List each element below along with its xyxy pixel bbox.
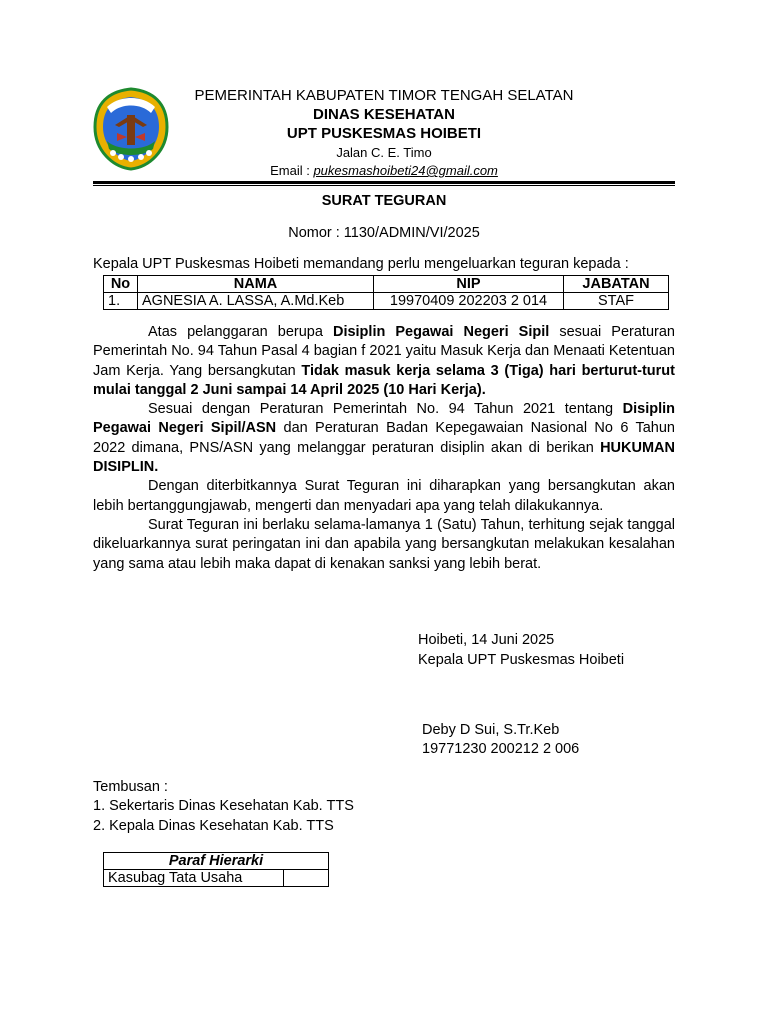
col-no: No [104, 276, 138, 293]
letter-body [93, 323, 675, 574]
paragraph-4: Surat Teguran ini berlaku selama-lamanya 1 (Satu) Tahun, terhitung sejak tanggal dikeluarkannya surat peringatan ini dan apabila yang bersangkutan melakukan kesalahan yang sama atau lebih maka dapat di kenakan sanksi yang lebih berat. [93, 516, 675, 572]
paraf-signature-box [284, 870, 329, 887]
signature-name: Deby D Sui, S.Tr.Keb [422, 722, 560, 738]
cell-nip: 19970409 202203 2 014 [374, 293, 564, 310]
p1-text-a: Atas pelanggaran berupa [148, 324, 333, 340]
signature-nip: 19771230 200212 2 006 [422, 741, 580, 757]
p2-bold-b: Disiplin Pegawai Negeri Sipil/ASN [93, 401, 675, 437]
paragraph-1 [93, 323, 675, 400]
kop-unit: UPT PUSKESMAS HOIBETI [286, 125, 482, 142]
kop-email-link[interactable]: pukesmashoibeti24@gmail.com [313, 163, 498, 178]
p1-bold-d: Tidak masuk kerja selama 3 (Tiga) hari berturut-turut mulai tanggal 2 Juni sampai 14 April 2025 (10 Hari Kerja). [93, 362, 675, 398]
list-item: 1. Sekertaris Dinas Kesehatan Kab. TTS [93, 798, 354, 814]
intro-text: Kepala UPT Puskesmas Hoibeti memandang perlu mengeluarkan teguran kepada : [93, 256, 629, 272]
paragraph-3: Dengan diterbitkannya Surat Teguran ini diharapkan yang bersangkutan akan lebih bertanggungjawab, mengerti dan menyadari apa yang telah dilakukannya. [93, 478, 675, 514]
cell-nama: AGNESIA A. LASSA, A.Md.Keb [138, 293, 374, 310]
kop-email-line [180, 163, 588, 178]
letter-title: SURAT TEGURAN [321, 193, 447, 209]
paraf-header: Paraf Hierarki [104, 853, 329, 870]
p2-text-a: Sesuai dengan Peraturan Pemerintah No. 94 Tahun 2021 tentang [148, 401, 623, 418]
letter-number: Nomor : 1130/ADMIN/VI/2025 [288, 225, 480, 241]
kop-divider-thick [93, 181, 675, 184]
table-row [104, 293, 669, 310]
paraf-role: Kasubag Tata Usaha [104, 870, 284, 887]
signature-position: Kepala UPT Puskesmas Hoibeti [418, 652, 625, 668]
list-item: 2. Kepala Dinas Kesehatan Kab. TTS [93, 818, 334, 834]
kop-email-label: Email : [270, 163, 314, 178]
signature-place-date: Hoibeti, 14 Juni 2025 [418, 632, 555, 648]
p1-text-c: sesuai Peraturan Pemerintah No. 94 Tahun Pasal 4 bagian f 2021 yaitu Masuk Kerja dan Menaati Ketentuan Jam Kerja. Yang bersangkutan [93, 324, 675, 379]
kop-department: DINAS KESEHATAN [313, 106, 455, 123]
employee-table-header [104, 276, 669, 293]
p2-bold-d: HUKUMAN DISIPLIN. [93, 439, 675, 476]
col-nip: NIP [374, 276, 564, 293]
tembusan-label: Tembusan : [93, 779, 168, 795]
kop-address: Jalan C. E. Timo [336, 145, 432, 160]
cell-no: 1. [104, 293, 138, 310]
col-nama: NAMA [138, 276, 374, 293]
cell-jabatan: STAF [564, 293, 669, 310]
p2-text-c: dan Peraturan Badan Kepegawaian Nasional No 6 Tahun 2022 dimana, PNS/ASN yang melanggar peraturan disiplin akan di berikan [93, 420, 675, 456]
paraf-table [103, 852, 329, 887]
paragraph-2 [93, 400, 675, 477]
col-jabatan: JABATAN [564, 276, 669, 293]
kop-divider-thin [93, 185, 675, 186]
employee-table [103, 275, 669, 310]
kop-government: PEMERINTAH KABUPATEN TIMOR TENGAH SELATAN [194, 87, 574, 104]
table-row [104, 870, 329, 887]
p1-bold-b: Disiplin Pegawai Negeri Sipil [332, 324, 550, 340]
regency-emblem-icon [93, 87, 169, 171]
